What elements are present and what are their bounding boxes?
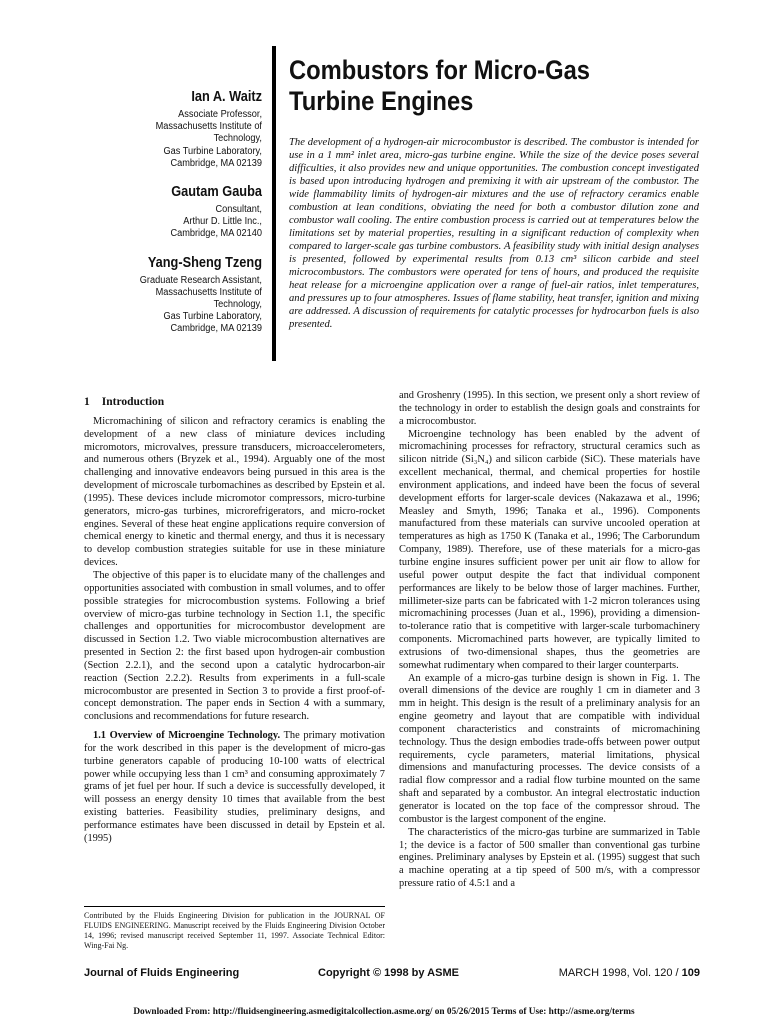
author-affiliation-line: Consultant, (215, 204, 262, 216)
paragraph: Micromachining of silicon and refractory ceramics is enabling the development of a new class of miniature devices including micromotors, microvalves, pressure transducers, microaccelerometers, and numerous others (Bryzek et al., 1994). Arguably one of the most challenging and innovative endeavors being pursued in this area is the development of microscale turbomachines as described by Epstein et al. (1995). These devices include micromotor compressors, micro-turbine generators, micro-gas turbines, microrefrigerators, and micro-rocket engines. Several of these heat engine applications require conversion of chemical energy to kinetic and thermal energy, and thus it is necessary to develop combustion strategies suitable for use in these miniature devices. (84, 415, 385, 569)
right-column (399, 390, 700, 891)
author-affiliation-line: Cambridge, MA 02139 (170, 323, 262, 335)
author (96, 183, 262, 241)
subsection-heading: 1.1 Overview of Microengine Technology. (93, 730, 281, 742)
left-column (84, 392, 385, 846)
paragraph: Microengine technology has been enabled by the advent of micromachining processes for refractory, structural ceramics such as silicon nitride (Si₃N₄) and silicon carbide (SiC). These materials have excellent mechanical, thermal, and chemical properties for hostile environment applications, and indeed have been the focus of several development efforts for larger-scale devices (Nakazawa et al., 1996; Measley and Smyth, 1996; Tanaka et al., 1996). Components manufactured from these materials can survive uncooled operation at temperatures as high as 1750 K (Tanaka et al., 1996; The Carborundum Company, 1989). Therefore, use of these materials for a micro-gas turbine engine insures sufficient power per unit air flow to allow for useful power output despite the fact that individual component performances are likely to be below those of larger machines. Further, millimeter-size parts can be fabricated with 1-2 micron tolerances using micromachining processes (Juan et al., 1996), providing a dimension-to-tolerance ratio that is competitive with larger-scale turbomachinery components. Micromachined parts however, are typically limited to extrusions of two-dimensional shapes, thus the geometries are somewhat rudimentary when compared to their larger counterparts. (399, 428, 700, 671)
paragraph: An example of a micro-gas turbine design is shown in Fig. 1. The overall dimensions of the device are roughly 1 cm in diameter and 3 mm in height. This design is the result of a preliminary analysis for an engine geometry and layout that are compatible with individual component characteristics and constraints of micromachining technology. Thus the design embodies trade-offs between power output requirements, cycle parameters, material limitations, physical dimensions and manufacturing processes. The device consists of a radial flow compressor and a radial flow turbine mounted on the same shaft and separated by a combustor. An integral electrostatic induction generator is located on the top face of the compressor shroud. The combustor is the largest component of the engine. (399, 672, 700, 825)
footer-issue (559, 967, 700, 980)
author-name: Ian A. Waitz (191, 89, 262, 105)
author-affiliation-line: Associate Professor, (178, 109, 262, 120)
author (96, 254, 262, 336)
author-affiliation-line: Graduate Research Assistant, (139, 274, 262, 286)
author-affiliation-line: Gas Turbine Laboratory, (163, 311, 262, 323)
footer-issue-text: MARCH 1998, Vol. 120 / (558, 967, 679, 979)
page-number: 109 (681, 967, 700, 979)
paper-title: Combustors for Micro-Gas Turbine Engines (289, 55, 591, 116)
author-affiliation-line: Massachusetts Institute of Technology, (155, 121, 262, 145)
author-affiliation-line: Cambridge, MA 02139 (170, 157, 262, 169)
paragraph: The characteristics of the micro-gas turbine are summarized in Table 1; the device is a factor of 500 smaller than conventional gas turbine engines. Preliminary analyses by Epstein et al. (1995) suggest that such a machine operating at a tip speed of 500 m/s, with a compressor pressure ratio of 4.5:1 and a (399, 826, 700, 890)
author-affiliation-line: Arthur D. Little Inc., (183, 216, 262, 228)
paragraph: The objective of this paper is to elucidate many of the challenges and opportunities associated with combustion in small volumes, and to offer possible strategies for microcombustion systems. Following a brief overview of micro-gas turbine technology in Section 1.1, the specific challenges and opportunities for microcombustor development are discussed in Section 1.2. Two viable microcombustion alternatives are presented in Section 2: the first based upon hydrogen-air combustion (Section 2.2.1), and the second upon a catalytic hydrocarbon-air reaction (Section 2.2.2). Results from experiments in a full-scale microcombustor are presented in Section 3 to provide a first proof-of-concept demonstration. The paper ends in Section 4 with a summary, conclusions and recommendations for future research. (84, 569, 385, 723)
abstract: The development of a hydrogen-air microcombustor is described. The combustor is intended for use in a 1 mm² inlet area, micro-gas turbine engine. While the size of the device poses several difficulties, it also provides new and unique opportunities. The combustion concept investigated is based upon introducing hydrogen and premixing it with air upstream of the combustor. The wide flammability limits of hydrogen-air mixtures and the use of refractory ceramics enable combustion at lean conditions, obviating the need for both a combustor dilution zone and combustor wall cooling. The entire combustion process is carried out at temperatures below the limitations set by material properties, resulting in a significant reduction of complexity when compared to larger-scale gas turbine combustors. A feasibility study with initial design analyses is presented, followed by experimental results from 0.13 cm³ silicon carbide and steel microcombustors. The combustors were operated for tens of hours, and produced the requisite heat release for a microengine application over a range of fuel-air ratios, inlet temperatures, and pressures up to four atmospheres. Issues of flame stability, heat transfer, ignition and mixing are addressed. A discussion of requirements for catalytic processes for hydrocarbon fuels is also presented. (289, 137, 699, 330)
footer-journal-name: Journal of Fluids Engineering (84, 967, 240, 979)
author-name: Gautam Gauba (171, 184, 262, 201)
paragraph: and Groshenry (1995). In this section, we present only a short review of the technology in order to establish the design goals and constraints for a microcombustor. (399, 390, 700, 427)
download-notice: Downloaded From: http://fluidsengineering.asmedigitalcollection.asme.org/ on 05/26/2015 Terms of Use: http://asme.org/terms (133, 1007, 635, 1017)
subsection-text: The primary motivation for the work described in this paper is the development of micro-gas turbine generators capable of producing 10-100 watts of electrical power while occupying less than 1 cm³ and consuming approximately 7 grams of jet fuel per hour. If such a device is successfully developed, it will possess an energy density 10 times that available from the best existing batteries. Feasibility studies, preliminary designs, and performance estimates have been discussed in detail by Epstein et al. (1995) (84, 730, 385, 844)
author-affiliation-line: Gas Turbine Laboratory, (163, 145, 262, 157)
footnote: Contributed by the Fluids Engineering Division for publication in the JOURNAL OF FLUIDS ENGINEERING. Manuscript received by the Fluids Engineering Division October 14, 1996; revised manuscript received September 11, 1997. Associate Technical Editor: Wing-Fai Ng. (84, 906, 385, 951)
section-heading (84, 396, 385, 409)
section-number: 1 (84, 396, 90, 408)
author-name: Yang-Sheng Tzeng (147, 254, 262, 271)
author-affiliation-line: Massachusetts Institute of Technology, (155, 286, 262, 311)
footer-copyright: Copyright © 1998 by ASME (318, 967, 459, 979)
paragraph (84, 730, 385, 846)
title-divider-bar (272, 46, 276, 361)
section-title: Introduction (101, 396, 165, 408)
author (96, 88, 262, 170)
author-block (96, 88, 262, 349)
author-affiliation-line: Cambridge, MA 02140 (170, 228, 262, 240)
